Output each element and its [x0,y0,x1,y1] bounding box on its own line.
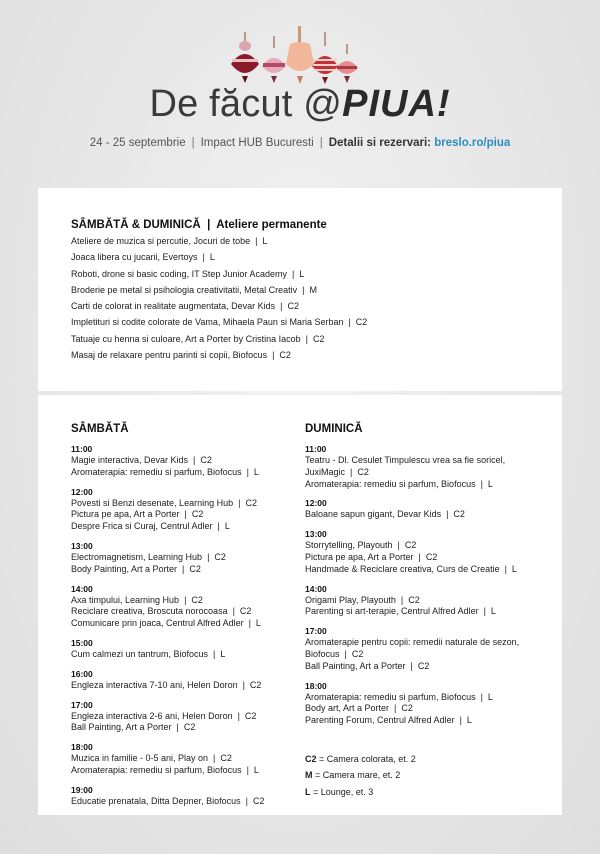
workshop-item: Masaj de relaxare pentru parinti si copii, Biofocus | C2 [71,350,291,361]
details-label: Detalii si rezervari: [328,137,432,149]
activity-item: Aromaterapia: remediu si parfum, Biofocus | L [71,764,259,775]
legend-description: = Camera colorata, et. 2 [316,753,416,764]
time-slot: 12:00 [71,486,93,497]
time-slot: 18:00 [305,680,327,691]
workshop-item: Roboti, drone si basic coding, IT Step Junior Academy | L [71,268,305,279]
time-slot: 12:00 [305,498,327,509]
spinning-top-icon [336,44,358,83]
activity-item: Pictura pe apa, Art a Porter | C2 [305,551,438,562]
activity-item: JuxiMagic | C2 [305,466,369,477]
activity-item: Pictura pe apa, Art a Porter | C2 [71,509,204,520]
saturday-column [71,423,311,808]
activity-item: Origami Play, Playouth | C2 [305,594,420,605]
activity-item: Storrytelling, Playouth | C2 [305,540,417,551]
activity-item: Aromaterapia: remediu si parfum, Biofocus | L [71,466,259,477]
activity-item: Axa timpului, Learning Hub | C2 [71,594,203,605]
schedule-card [38,395,562,815]
event-venue: Impact HUB Bucuresti [200,137,314,149]
brand-name: PIUA! [342,83,451,125]
activity-item: Teatru - Dl. Cesulet Timpulescu vrea sa fie soricel, [305,455,506,465]
workshop-item: Broderie pe metal si psihologia creativitatii, Metal Creativ | M [71,284,317,295]
spinning-top-icon [262,36,286,83]
legend-item [305,751,555,768]
activity-item: Parenting Forum, Centrul Alfred Adler | L [305,715,472,726]
workshop-item: Ateliere de muzica si percutie, Jocuri de tobe | L [71,236,268,246]
workshop-item: Impletituri si codite colorate de Vama, Mihaela Paun si Maria Serban | C2 [71,317,368,328]
sunday-schedule [305,444,555,727]
legend-code: L [305,786,311,797]
spinning-top-icon [312,32,338,84]
time-slot: 15:00 [71,637,93,648]
time-slot: 17:00 [305,626,327,637]
permanent-workshops-title: SÂMBĂTĂ & DUMINICĂ | Ateliere permanente [71,219,327,231]
saturday-schedule [71,444,311,808]
activity-item: Aromaterapia: remediu si parfum, Biofocus | L [305,478,493,489]
time-slot: 18:00 [71,742,93,753]
legend-code: C2 [305,753,317,764]
activity-item: Electromagnetism, Learning Hub | C2 [71,551,226,562]
activity-item: Parenting si art-terapie, Centrul Alfred Adler | L [305,606,496,617]
time-slot: 17:00 [71,699,93,710]
spinning-top-icon [231,32,259,83]
sunday-title: DUMINICĂ [305,423,363,435]
time-slot: 13:00 [305,529,327,540]
activity-item: Ball Painting, Art a Porter | C2 [71,722,196,733]
time-slot: 14:00 [305,583,327,594]
event-dates: 24 - 25 septembrie [89,137,186,149]
permanent-workshops-card [38,188,562,391]
legend-description: = Camera mare, et. 2 [312,770,401,781]
legend-description: = Lounge, et. 3 [310,786,374,797]
separator: | [319,137,323,149]
workshop-item: Tatuaje cu henna si culoare, Art a Porter by Cristina Iacob | C2 [71,333,325,344]
legend-item [305,784,555,801]
activity-item: Despre Frica si Curaj, Centrul Adler | L [71,521,230,532]
spinning-tops-illustration [228,26,358,86]
sunday-column [305,423,555,800]
time-slot: 11:00 [305,444,327,454]
activity-item: Biofocus | C2 [305,648,364,659]
time-slot: 16:00 [71,668,93,679]
room-legend [305,751,555,801]
activity-item: Educatie prenatala, Ditta Depner, Biofocus | C2 [71,795,265,806]
activity-item: Aromaterapia: remediu si parfum, Biofocus | L [305,691,493,702]
separator: | [191,137,195,149]
time-slot: 19:00 [71,784,93,795]
activity-item: Magie interactiva, Devar Kids | C2 [71,455,212,465]
activity-item: Muzica in familie - 0-5 ani, Play on | C2 [71,753,232,764]
legend-code: M [305,770,313,781]
time-slot: 13:00 [71,540,93,551]
permanent-workshops-list [71,233,367,363]
activity-item: Body Painting, Art a Porter | C2 [71,563,201,574]
activity-item: Engleza interactiva 2-6 ani, Helen Doron | C2 [71,710,257,721]
activity-item: Body art, Art a Porter | C2 [305,703,413,714]
workshop-item: Joaca libera cu jucarii, Evertoys | L [71,252,215,263]
legend-item [305,767,555,784]
activity-item: Aromaterapie pentru copii: remedii naturale de sezon, [305,637,520,648]
activity-item: Handmade & Reciclare creativa, Curs de Creatie | L [305,563,517,574]
activity-item: Reciclare creativa, Broscuta norocoasa | C2 [71,606,252,617]
time-slot: 14:00 [71,583,93,594]
workshop-item: Carti de colorat in realitate augmentata, Devar Kids | C2 [71,301,299,312]
activity-item: Baloane sapun gigant, Devar Kids | C2 [305,509,465,520]
activity-item: Cum calmezi un tantrum, Biofocus | L [71,648,226,659]
spinning-top-icon [286,26,314,84]
activity-item: Povesti si Benzi desenate, Learning Hub | C2 [71,497,257,508]
event-info [0,137,600,149]
header [0,0,600,170]
page-title: De făcut @PIUA! [149,83,451,125]
activity-item: Engleza interactiva 7-10 ani, Helen Doron | C2 [71,679,262,690]
activity-item: Ball Painting, Art a Porter | C2 [305,660,430,671]
activity-item: Comunicare prin joaca, Centrul Alfred Adler | L [71,618,261,629]
saturday-title: SÂMBĂTĂ [71,423,129,435]
time-slot: 11:00 [71,444,93,454]
details-link[interactable]: breslo.ro/piua [434,137,511,149]
